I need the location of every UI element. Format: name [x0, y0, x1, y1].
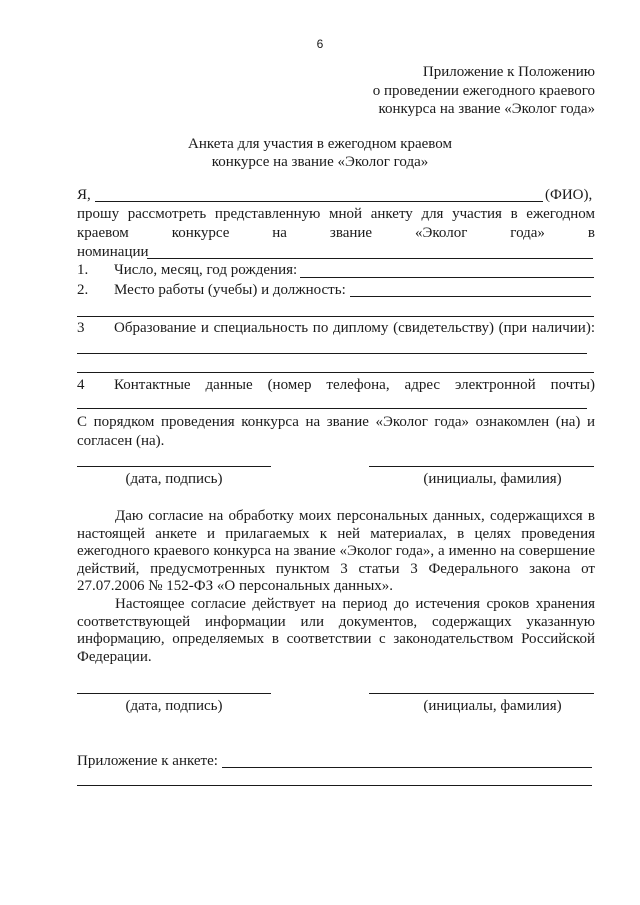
- fio-field-line[interactable]: [95, 201, 543, 202]
- title-line-2: конкурсе на звание «Эколог года»: [211, 154, 429, 170]
- request-line-1: прошу рассмотреть представленную мной анкету для участия в ежегодном: [77, 206, 595, 222]
- workplace-field-line-2[interactable]: [77, 316, 594, 317]
- attachment-field-line-2[interactable]: [77, 785, 592, 786]
- workplace-field-line-1[interactable]: [350, 296, 591, 297]
- word: телефона,: [326, 377, 390, 393]
- item-1-label: Число, месяц, год рождения:: [114, 262, 298, 278]
- education-field-line-2[interactable]: [77, 372, 594, 373]
- birthdate-field-line[interactable]: [300, 277, 594, 278]
- attachment-field-line-1[interactable]: [222, 767, 592, 768]
- consent-initials-caption: (инициалы, фамилия): [423, 698, 562, 714]
- date-sign-caption: (дата, подпись): [125, 471, 223, 487]
- word: звание: [329, 225, 373, 241]
- word: данные: [205, 377, 253, 393]
- item-2-number: 2.: [77, 282, 89, 298]
- item-2-label: Место работы (учебы) и должность:: [114, 282, 346, 298]
- date-sign-line[interactable]: [77, 466, 271, 467]
- word: почты): [550, 377, 595, 393]
- education-field-line-1[interactable]: [77, 353, 587, 354]
- word: (номер: [267, 377, 312, 393]
- initials-caption: (инициалы, фамилия): [423, 471, 562, 487]
- title-line-1: Анкета для участия в ежегодном краевом: [187, 136, 452, 152]
- request-line-2: [77, 225, 595, 242]
- word: «Эколог: [415, 225, 468, 241]
- item-3-label: Образование и специальность по диплому (свидетельству) (при наличии):: [114, 320, 595, 336]
- word: в: [587, 225, 595, 241]
- contacts-field-line[interactable]: [77, 408, 587, 409]
- attachment-label: Приложение к анкете:: [77, 753, 218, 769]
- ack-line-2: согласен (на).: [77, 433, 165, 449]
- word: года»: [510, 225, 545, 241]
- consent-date-sign-caption: (дата, подпись): [125, 698, 223, 714]
- word: адрес: [404, 377, 441, 393]
- page-number: 6: [316, 37, 324, 51]
- word: конкурсе: [171, 225, 230, 241]
- word: Контактные: [114, 377, 191, 393]
- item-1-number: 1.: [77, 262, 89, 278]
- item-3-number: 3: [77, 320, 85, 336]
- word: электронной: [454, 377, 536, 393]
- consent-paragraph-2: Настоящее согласие действует на период до истечения сроков хранения соответствующей информации или документов, содержащих указанную информацию, определяемых в соответствии с законодательством Российской Федерации.: [77, 595, 595, 665]
- word: на: [272, 225, 287, 241]
- header-line-3: конкурса на звание «Эколог года»: [378, 101, 595, 117]
- consent-initials-line[interactable]: [369, 693, 594, 694]
- consent-paragraph-1: Даю согласие на обработку моих персональных данных, содержащихся в настоящей анкете и прилагаемых к ней материалах, в целях проведения ежегодного краевого конкурса на звание «Эколог года», а именно на совершение действий, предусмотренных пунктом 3 статьи 3 Федерального закона от 27.07.2006 № 152-ФЗ «О персональных данных».: [77, 508, 595, 595]
- consent-date-sign-line[interactable]: [77, 693, 271, 694]
- nomination-label: номинации: [77, 244, 149, 260]
- ack-line-1: С порядком проведения конкурса на звание «Эколог года» ознакомлен (на) и: [77, 414, 595, 430]
- fio-label: (ФИО),: [545, 187, 593, 203]
- header-line-1: Приложение к Положению: [422, 64, 595, 80]
- item-4-label: [114, 377, 595, 394]
- header-line-2: о проведении ежегодного краевого: [372, 83, 595, 99]
- ya-label: Я,: [77, 187, 91, 203]
- item-4-number: 4: [77, 377, 85, 393]
- consent-text: [77, 508, 595, 666]
- word: краевом: [77, 225, 129, 241]
- nomination-field-line[interactable]: [147, 258, 593, 259]
- initials-line[interactable]: [369, 466, 594, 467]
